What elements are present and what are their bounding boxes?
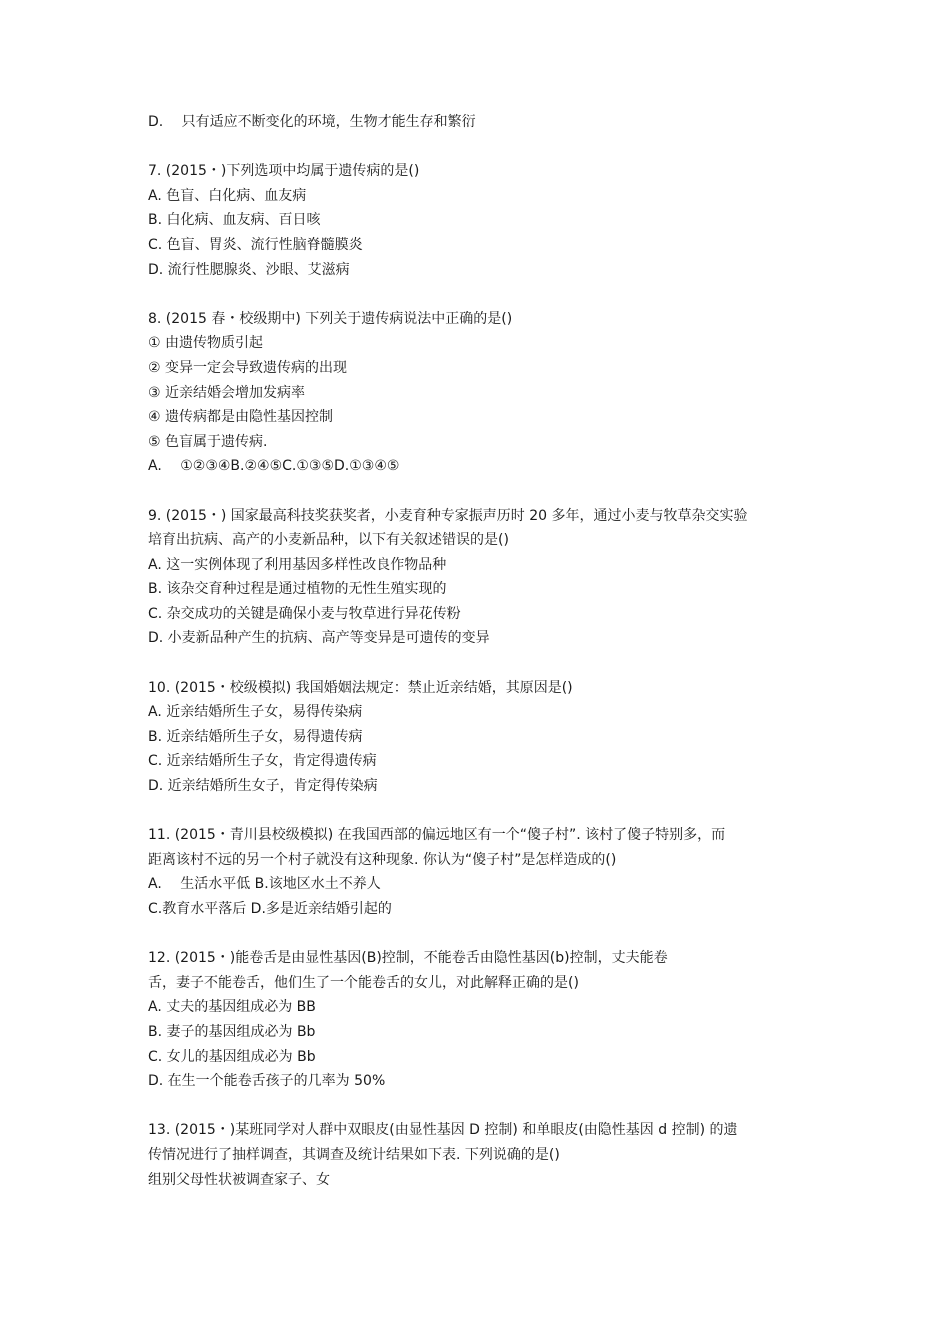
spacer <box>148 135 828 160</box>
option-a: A. 丈夫的基因组成必为 BB <box>148 999 316 1016</box>
question-stem: 10. (2015・校级模拟) 我国婚姻法规定：禁止近亲结婚，其原因是() <box>148 679 573 696</box>
question-stem-line-2: 舌，妻子不能卷舌，他们生了一个能卷舌的女儿，对此解释正确的是() <box>148 974 579 991</box>
question-stem-line-2: 距离该村不远的另一个村子就没有这种现象. 你认为“傻子村”是怎样造成的() <box>148 851 617 868</box>
statement-3: ③ 近亲结婚会增加发病率 <box>148 384 306 401</box>
option-c: C. 色盲、胃炎、流行性脑脊髓膜炎 <box>148 236 363 253</box>
options-row-cd: C.教育水平落后 D.多是近亲结婚引起的 <box>148 901 392 917</box>
options-row: A. ①②③④B.②④⑤C.①③⑤D.①③④⑤ <box>148 458 400 475</box>
option-b: B. 近亲结婚所生子女，易得遗传病 <box>148 728 363 745</box>
q6-option-d: D. 只有适应不断变化的环境，生物才能生存和繁衍 <box>148 114 476 130</box>
spacer <box>148 651 828 676</box>
question-10 <box>148 676 828 799</box>
option-b: B. 该杂交育种过程是通过植物的无性生殖实现的 <box>148 581 447 598</box>
option-c: C. 近亲结婚所生子女，肯定得遗传病 <box>148 753 377 770</box>
spacer <box>148 799 828 824</box>
question-stem-line-2: 传情况进行了抽样调查，其调查及统计结果如下表. 下列说确的是() <box>148 1146 560 1163</box>
option-c: C. 杂交成功的关键是确保小麦与牧草进行异花传粉 <box>148 605 461 622</box>
question-7 <box>148 159 828 282</box>
question-12 <box>148 946 828 1094</box>
question-stem-line-1: 9. (2015・) 国家最高科技奖获奖者，小麦育种专家振声历时 20 多年，通过小麦与牧草杂交实验 <box>148 507 748 524</box>
option-b: B. 妻子的基因组成必为 Bb <box>148 1023 316 1040</box>
option-a: A. 这一实例体现了利用基因多样性改良作物品种 <box>148 556 447 573</box>
spacer <box>148 282 828 307</box>
table-header-text: 组别父母性状被调查家子、女 <box>148 1171 330 1188</box>
question-stem-line-2: 培育出抗病、高产的小麦新品种，以下有关叙述错误的是() <box>148 532 509 549</box>
option-d: D. 近亲结婚所生女子，肯定得传染病 <box>148 778 378 795</box>
question-9 <box>148 504 828 652</box>
statement-4: ④ 遗传病都是由隐性基因控制 <box>148 409 334 426</box>
question-11 <box>148 823 828 921</box>
option-a: A. 近亲结婚所生子女，易得传染病 <box>148 704 363 721</box>
document-page <box>148 110 828 1192</box>
question-stem: 7. (2015・)下列选项中均属于遗传病的是() <box>148 163 420 180</box>
spacer <box>148 922 828 947</box>
option-b: B. 白化病、血友病、百日咳 <box>148 212 321 229</box>
question-stem-line-1: 13. (2015・)某班同学对人群中双眼皮(由显性基因 D 控制) 和单眼皮(由隐性基因 d 控制) 的遗 <box>148 1122 738 1139</box>
option-d: D. 在生一个能卷舌孩子的几率为 50% <box>148 1073 386 1090</box>
question-13 <box>148 1118 828 1192</box>
question-stem-line-1: 12. (2015・)能卷舌是由显性基因(B)控制，不能卷舌由隐性基因(b)控制，丈夫能卷 <box>148 950 668 967</box>
option-a: A. 色盲、白化病、血友病 <box>148 187 307 204</box>
options-row-ab: A. 生活水平低 B.该地区水土不养人 <box>148 876 381 893</box>
statement-5: ⑤ 色盲属于遗传病. <box>148 433 268 450</box>
question-8 <box>148 307 828 479</box>
statement-2: ② 变异一定会导致遗传病的出现 <box>148 359 348 376</box>
option-d: D. 流行性腮腺炎、沙眼、艾滋病 <box>148 261 350 278</box>
spacer <box>148 1094 828 1119</box>
question-stem-line-1: 11. (2015・青川县校级模拟) 在我国西部的偏远地区有一个“傻子村”. 该村了傻子特别多，而 <box>148 827 726 844</box>
statement-1: ① 由遗传物质引起 <box>148 335 264 352</box>
option-d: D. 小麦新品种产生的抗病、高产等变异是可遗传的变异 <box>148 630 490 647</box>
option-c: C. 女儿的基因组成必为 Bb <box>148 1048 316 1065</box>
spacer <box>148 479 828 504</box>
question-stem: 8. (2015 春・校级期中) 下列关于遗传病说法中正确的是() <box>148 310 513 327</box>
